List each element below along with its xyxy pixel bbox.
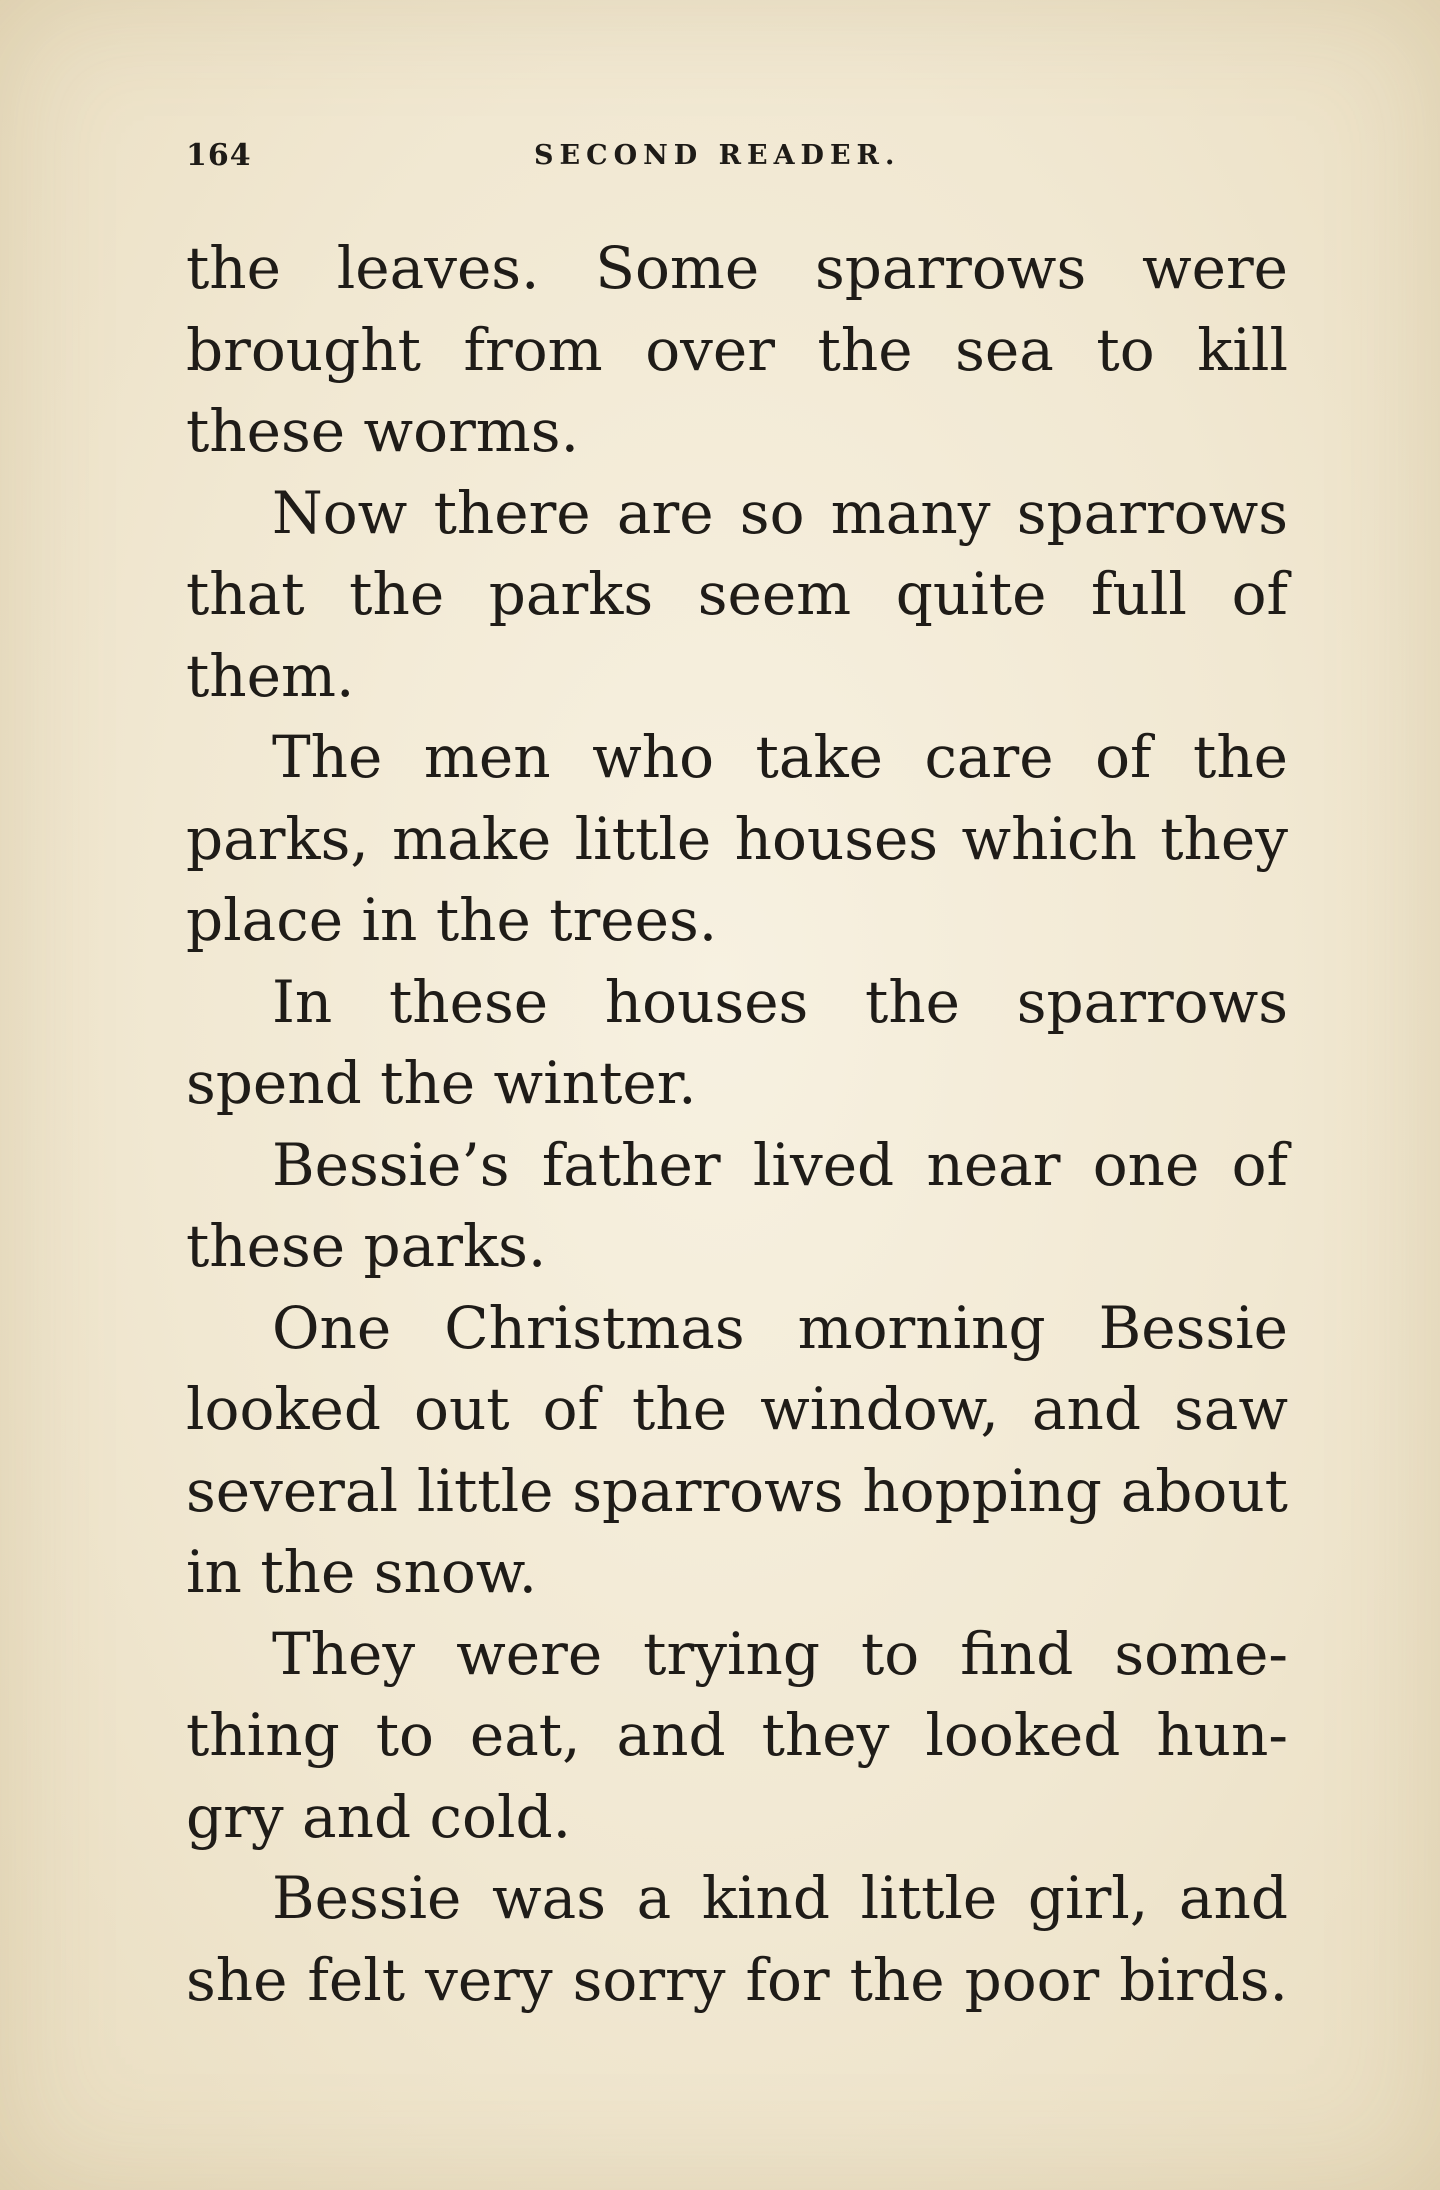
text-line: them.	[186, 641, 355, 710]
text-line: The men who take care of the	[272, 723, 1288, 791]
text-line: that the parks seem quite full of	[186, 560, 1288, 628]
text-line: these parks.	[186, 1212, 547, 1280]
text-line: They were trying to find some-	[272, 1619, 1288, 1688]
text-line: she felt very sorry for the poor birds.	[186, 1945, 1288, 2014]
text-line: place in the trees.	[186, 886, 718, 954]
text-line: these worms.	[186, 397, 580, 465]
text-line: brought from over the sea to kill	[186, 315, 1288, 384]
text-line: Bessie’s father lived near one of	[272, 1130, 1288, 1199]
text-line: Bessie was a kind little girl, and	[272, 1864, 1288, 1932]
body-text	[186, 228, 1288, 2021]
text-line: In these houses the sparrows	[272, 967, 1288, 1036]
text-line: gry and cold.	[186, 1782, 572, 1851]
text-line: parks, make little houses which they	[186, 804, 1288, 873]
text-line: several little sparrows hopping about	[186, 1456, 1288, 1525]
text-line: looked out of the window, and saw	[186, 1375, 1288, 1443]
page-number: 164	[186, 138, 252, 173]
running-head: SECOND READER.	[534, 140, 901, 171]
text-line: thing to eat, and they looked hun-	[186, 1701, 1288, 1769]
text-line: spend the winter.	[186, 1049, 697, 1117]
text-line: the leaves. Some sparrows were	[186, 234, 1288, 302]
text-line: in the snow.	[186, 1538, 538, 1606]
page-header	[186, 138, 1288, 178]
text-line: Now there are so many sparrows	[272, 478, 1288, 547]
text-line: One Christmas morning Bessie	[272, 1293, 1288, 1362]
